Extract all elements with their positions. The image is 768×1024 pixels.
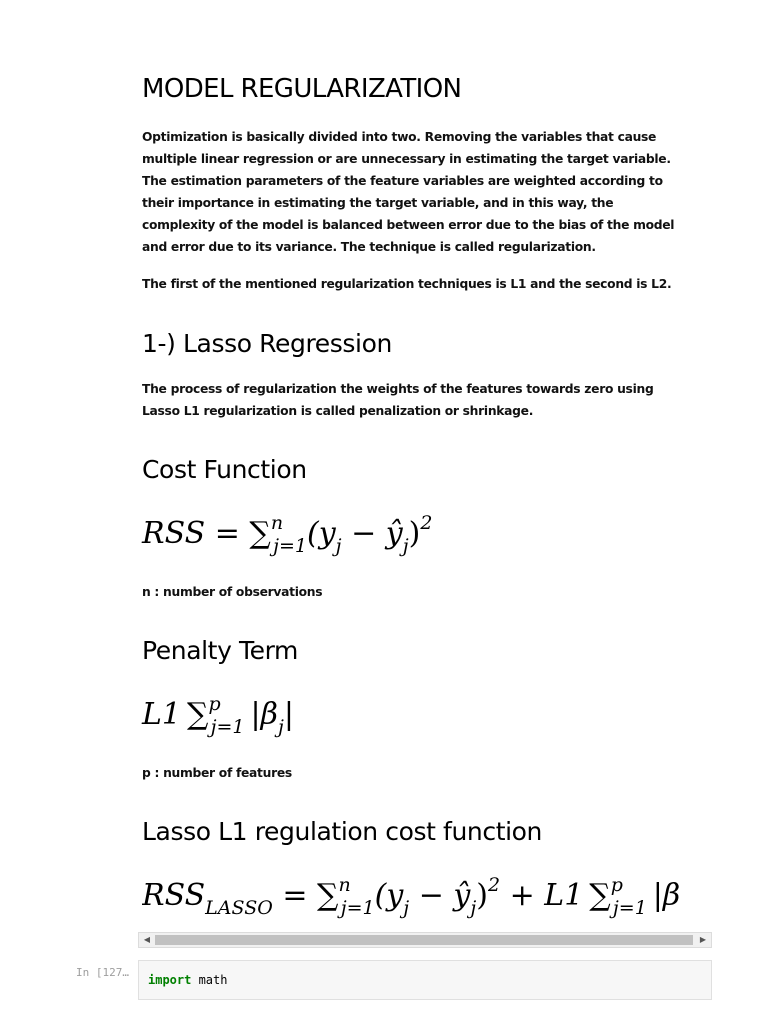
formula-equals: = — [214, 516, 240, 551]
lasso-lhs-sub: LASSO — [205, 897, 273, 919]
lasso-lhs: RSS — [142, 878, 206, 913]
lasso-body-open: (y — [374, 878, 404, 913]
horizontal-scrollbar[interactable] — [138, 932, 712, 948]
penalty-term-heading: Penalty Term — [142, 636, 299, 665]
lasso-sum2-symbol: ∑ — [589, 878, 611, 913]
penalty-sum-symbol: ∑ — [187, 697, 209, 732]
lasso-upper-n: n — [338, 874, 351, 896]
sum-upper-limit: n — [270, 512, 284, 534]
p-note: p : number of features — [142, 766, 292, 780]
formula-minus: − — [341, 516, 386, 551]
lasso-cost-function-heading: Lasso L1 regulation cost function — [142, 817, 542, 846]
lasso-plus: + — [500, 878, 545, 913]
penalty-body-open: |β — [250, 697, 278, 732]
cost-function-formula — [142, 512, 432, 557]
lasso-yhat-sub: j — [470, 897, 477, 919]
lasso-paragraph: The process of regularization the weights of the features towards zero using Lasso L1 regularization is called penalization or shrinkage. — [142, 382, 654, 418]
lasso-yhat: ŷ — [453, 878, 471, 913]
lasso-formula-scroll-area[interactable] — [142, 868, 718, 928]
penalty-upper-limit: p — [208, 693, 221, 715]
page-title: MODEL REGULARIZATION — [142, 74, 462, 104]
lasso-l1: L1 — [544, 878, 584, 913]
formula-lhs: RSS — [142, 516, 206, 551]
lasso-lower-limit: j=1 — [340, 897, 375, 919]
formula-yhat: ŷ — [385, 516, 403, 551]
n-note: n : number of observations — [142, 585, 323, 599]
penalty-lower-limit: j=1 — [210, 716, 245, 738]
penalty-body-close: | — [283, 697, 294, 732]
code-module: math — [191, 973, 228, 987]
code-cell[interactable] — [138, 960, 712, 1000]
penalty-lhs: L1 — [142, 697, 182, 732]
sum-symbol: ∑ — [249, 516, 271, 551]
lasso-lower-limit-2: j=1 — [612, 897, 647, 919]
lasso-power: 2 — [487, 874, 501, 896]
lasso-equals: = — [282, 878, 308, 913]
formula-power: 2 — [420, 512, 433, 534]
formula-body-open: (y — [306, 516, 336, 551]
formula-yhat-sub: j — [402, 535, 409, 557]
sum-lower-limit: j=1 — [273, 535, 307, 557]
lasso-body-sub: j — [403, 897, 410, 919]
intro-paragraph: Optimization is basically divided into two. Removing the variables that cause multiple linear regression or are unnecessary in estimating the target variable. The estimation parameters of the feature variables are weighted according to their importance in estimating the target variable, and in this way, the complexity of the model is balanced between error due to the bias of the model and error due to its variance. The technique is called regularization. — [142, 130, 675, 254]
scrollbar-thumb[interactable] — [155, 935, 693, 945]
lasso-upper-p: p — [610, 874, 623, 896]
scroll-left-icon[interactable]: ◀ — [143, 935, 151, 944]
lasso-body-close: ) — [476, 878, 488, 913]
lasso-minus: − — [409, 878, 454, 913]
cost-function-heading: Cost Function — [142, 455, 307, 484]
cell-prompt: In [127… — [76, 966, 129, 979]
lasso-regression-heading: 1-) Lasso Regression — [142, 329, 392, 358]
penalty-body-sub: j — [277, 716, 284, 738]
lasso-tail: |β — [652, 878, 681, 913]
formula-body-close: ) — [408, 516, 421, 551]
code-keyword: import — [148, 973, 192, 987]
second-paragraph: The first of the mentioned regularization techniques is L1 and the second is L2. — [142, 277, 672, 291]
lasso-cost-formula — [142, 874, 680, 919]
penalty-term-formula — [142, 693, 294, 738]
lasso-sum-symbol: ∑ — [317, 878, 339, 913]
code-line[interactable] — [148, 973, 227, 987]
formula-body-sub: j — [335, 535, 342, 557]
scroll-right-icon[interactable]: ▶ — [699, 935, 707, 944]
